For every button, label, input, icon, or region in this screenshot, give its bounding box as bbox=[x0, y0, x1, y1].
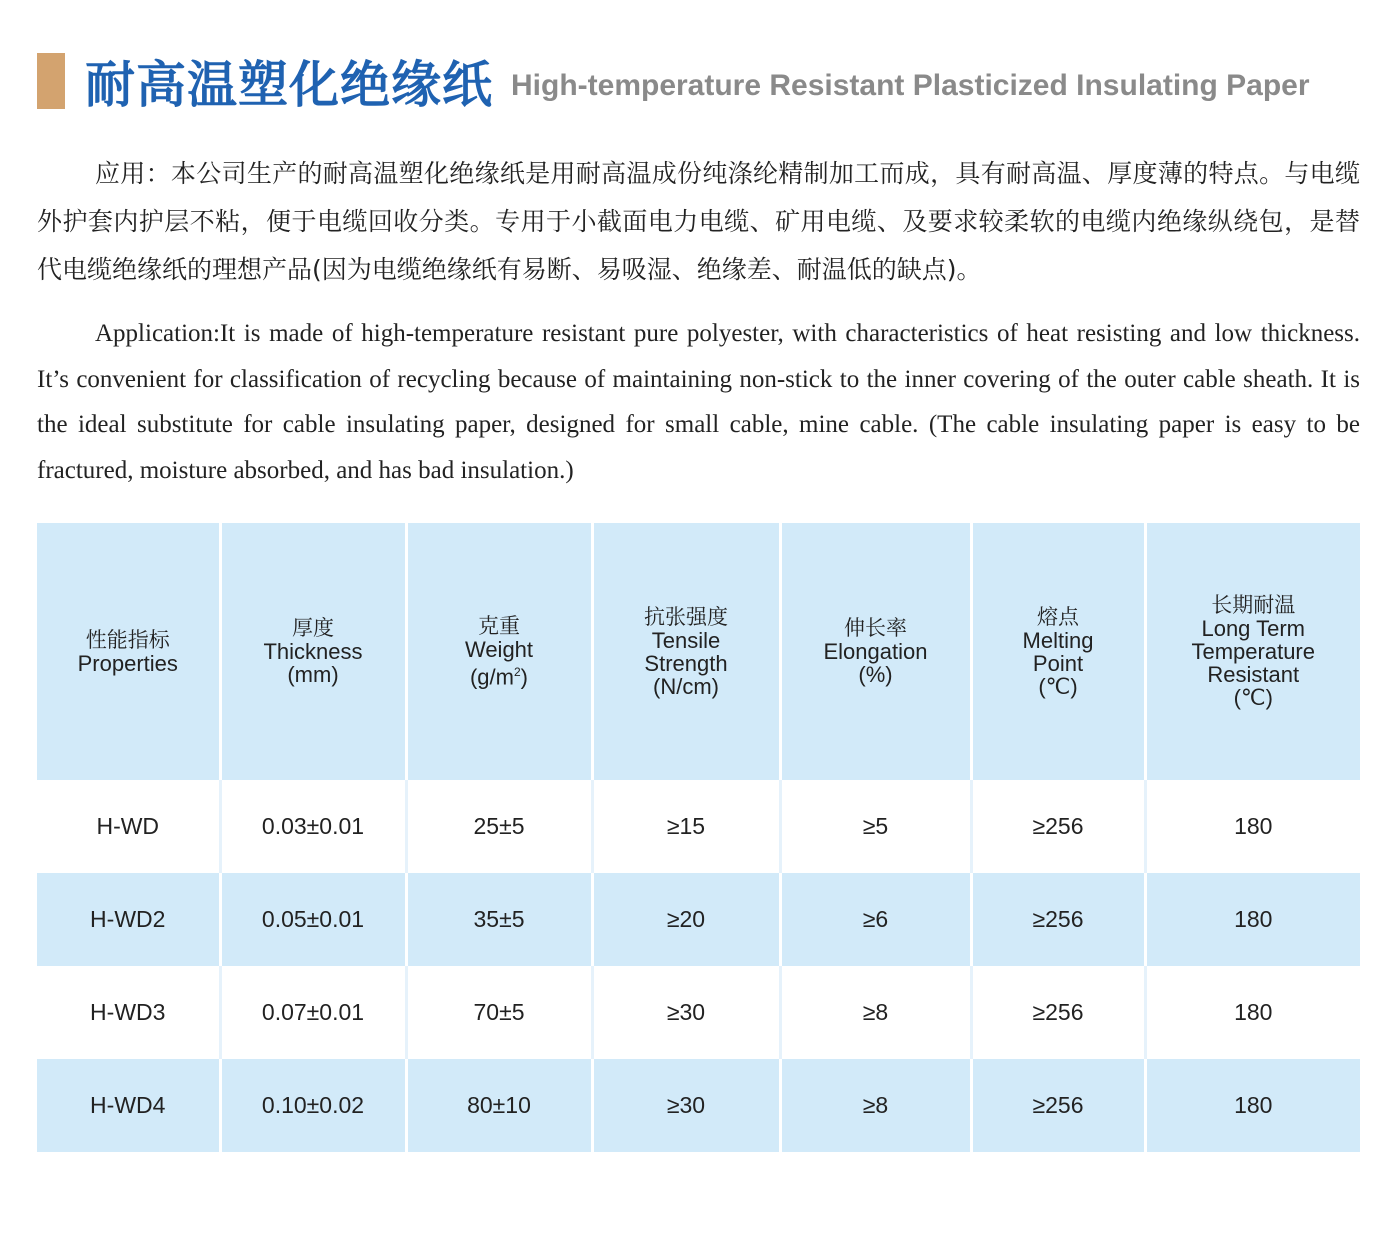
header-en: Tensile bbox=[651, 627, 721, 653]
cell-tensile-strength: ≥30 bbox=[592, 1059, 780, 1152]
header-properties bbox=[37, 523, 220, 780]
cell-tensile-strength: ≥15 bbox=[592, 780, 780, 873]
header-long-term-temperature bbox=[1145, 523, 1360, 780]
header-en: Long Term bbox=[1201, 616, 1306, 641]
cell-elongation: ≥8 bbox=[780, 966, 971, 1059]
header-cn: 熔点 bbox=[1037, 604, 1079, 629]
table-row bbox=[37, 780, 1360, 873]
table-row bbox=[37, 1059, 1360, 1152]
cell-melting-point: ≥256 bbox=[971, 873, 1145, 966]
cell-elongation: ≥6 bbox=[780, 873, 971, 966]
header-weight bbox=[406, 523, 592, 780]
header-en-unit: (%) bbox=[858, 662, 893, 687]
cell-long-term-temperature: 180 bbox=[1234, 906, 1273, 932]
cell-thickness: 0.07±0.01 bbox=[220, 966, 406, 1059]
header-melting-point bbox=[971, 523, 1145, 780]
cell-elongation: ≥5 bbox=[780, 780, 971, 873]
header-en: Thickness bbox=[263, 639, 363, 664]
header-en: Weight bbox=[464, 636, 534, 662]
header-cn: 长期耐温 bbox=[1211, 593, 1296, 617]
header-tensile-strength bbox=[592, 523, 780, 780]
header-en: Temperature bbox=[1191, 639, 1315, 664]
cell-elongation: ≥8 bbox=[780, 1059, 971, 1152]
header-en-unit: (℃) bbox=[1233, 685, 1273, 710]
cell-weight: 25±5 bbox=[406, 780, 592, 873]
header-en-unit: (mm) bbox=[287, 662, 339, 687]
header-cn: 伸长率 bbox=[844, 616, 907, 640]
title-accent-bar bbox=[37, 53, 65, 109]
title-english: High-temperature Resistant Plasticized Insulating Paper bbox=[511, 69, 1310, 102]
cell-weight: 80±10 bbox=[406, 1059, 592, 1152]
specification-table bbox=[37, 523, 1360, 1152]
header-cn: 厚度 bbox=[292, 616, 334, 640]
cell-weight: 35±5 bbox=[406, 873, 592, 966]
cell-long-term-temperature: 180 bbox=[1234, 813, 1273, 839]
table-row bbox=[37, 873, 1360, 966]
cell-melting-point: ≥256 bbox=[971, 1059, 1145, 1152]
header-en: Elongation bbox=[823, 639, 928, 664]
header-thickness bbox=[220, 523, 406, 780]
cell-tensile-strength: ≥30 bbox=[592, 966, 780, 1059]
cell-melting-point: ≥256 bbox=[971, 966, 1145, 1059]
table-header-row bbox=[37, 523, 1360, 780]
header-en: Melting bbox=[1022, 627, 1094, 653]
header-cn: 性能指标 bbox=[85, 627, 170, 652]
header-en-unit: $(g/m^2)$ bbox=[469, 664, 528, 690]
application-paragraph-chinese: 应用：本公司生产的耐高温塑化绝缘纸是用耐高温成份纯涤纶精制加工而成，具有耐高温、厚度薄的特点。与电缆外护套内护层不粘，便于电缆回收分类。专用于小截面电力电缆、矿用电缆、及要求较柔软的电缆内绝缘纵绕包，是替代电缆绝缘纸的理想产品(因为电缆绝缘纸有易断、易吸湿、绝缘差、耐温低的缺点)。 bbox=[37, 159, 1360, 284]
cell-melting-point: ≥256 bbox=[971, 780, 1145, 873]
cell-tensile-strength: ≥20 bbox=[592, 873, 780, 966]
cell-model: H-WD4 bbox=[37, 1059, 220, 1152]
title-chinese: 耐高温塑化绝缘纸 bbox=[85, 56, 493, 114]
header-en: Point bbox=[1032, 650, 1084, 676]
table-row bbox=[37, 966, 1360, 1059]
header-cn: 克重 bbox=[478, 613, 520, 638]
header-cn: 抗张强度 bbox=[644, 604, 728, 629]
cell-model: H-WD bbox=[37, 780, 220, 873]
cell-long-term-temperature: 180 bbox=[1234, 1092, 1273, 1118]
header-en: Resistant bbox=[1207, 662, 1300, 687]
title-row bbox=[37, 50, 1367, 112]
header-en-unit: (N/cm) bbox=[653, 673, 719, 699]
cell-thickness: 0.05±0.01 bbox=[220, 873, 406, 966]
cell-thickness: 0.03±0.01 bbox=[220, 780, 406, 873]
cell-model: H-WD3 bbox=[37, 966, 220, 1059]
cell-thickness: 0.10±0.02 bbox=[220, 1059, 406, 1152]
header-elongation bbox=[780, 523, 971, 780]
header-en: Strength bbox=[644, 650, 728, 676]
application-paragraph-english: Application:It is made of high-temperature resistant pure polyester, with characteristics of heat resisting and low thickness. It’s convenient for classification of recycling because of maintaining non-stick to the inner covering of the outer cable sheath. It is the ideal substitute for cable insulating paper, designed for small cable, mine cable. (The cable insulating paper is easy to be fractured, moisture absorbed, and has bad insulation.) bbox=[37, 320, 1360, 484]
cell-model: H-WD2 bbox=[37, 873, 220, 966]
cell-long-term-temperature: 180 bbox=[1234, 999, 1273, 1025]
header-en: Properties bbox=[77, 650, 178, 676]
header-en-unit: (℃) bbox=[1038, 673, 1078, 699]
cell-weight: 70±5 bbox=[406, 966, 592, 1059]
